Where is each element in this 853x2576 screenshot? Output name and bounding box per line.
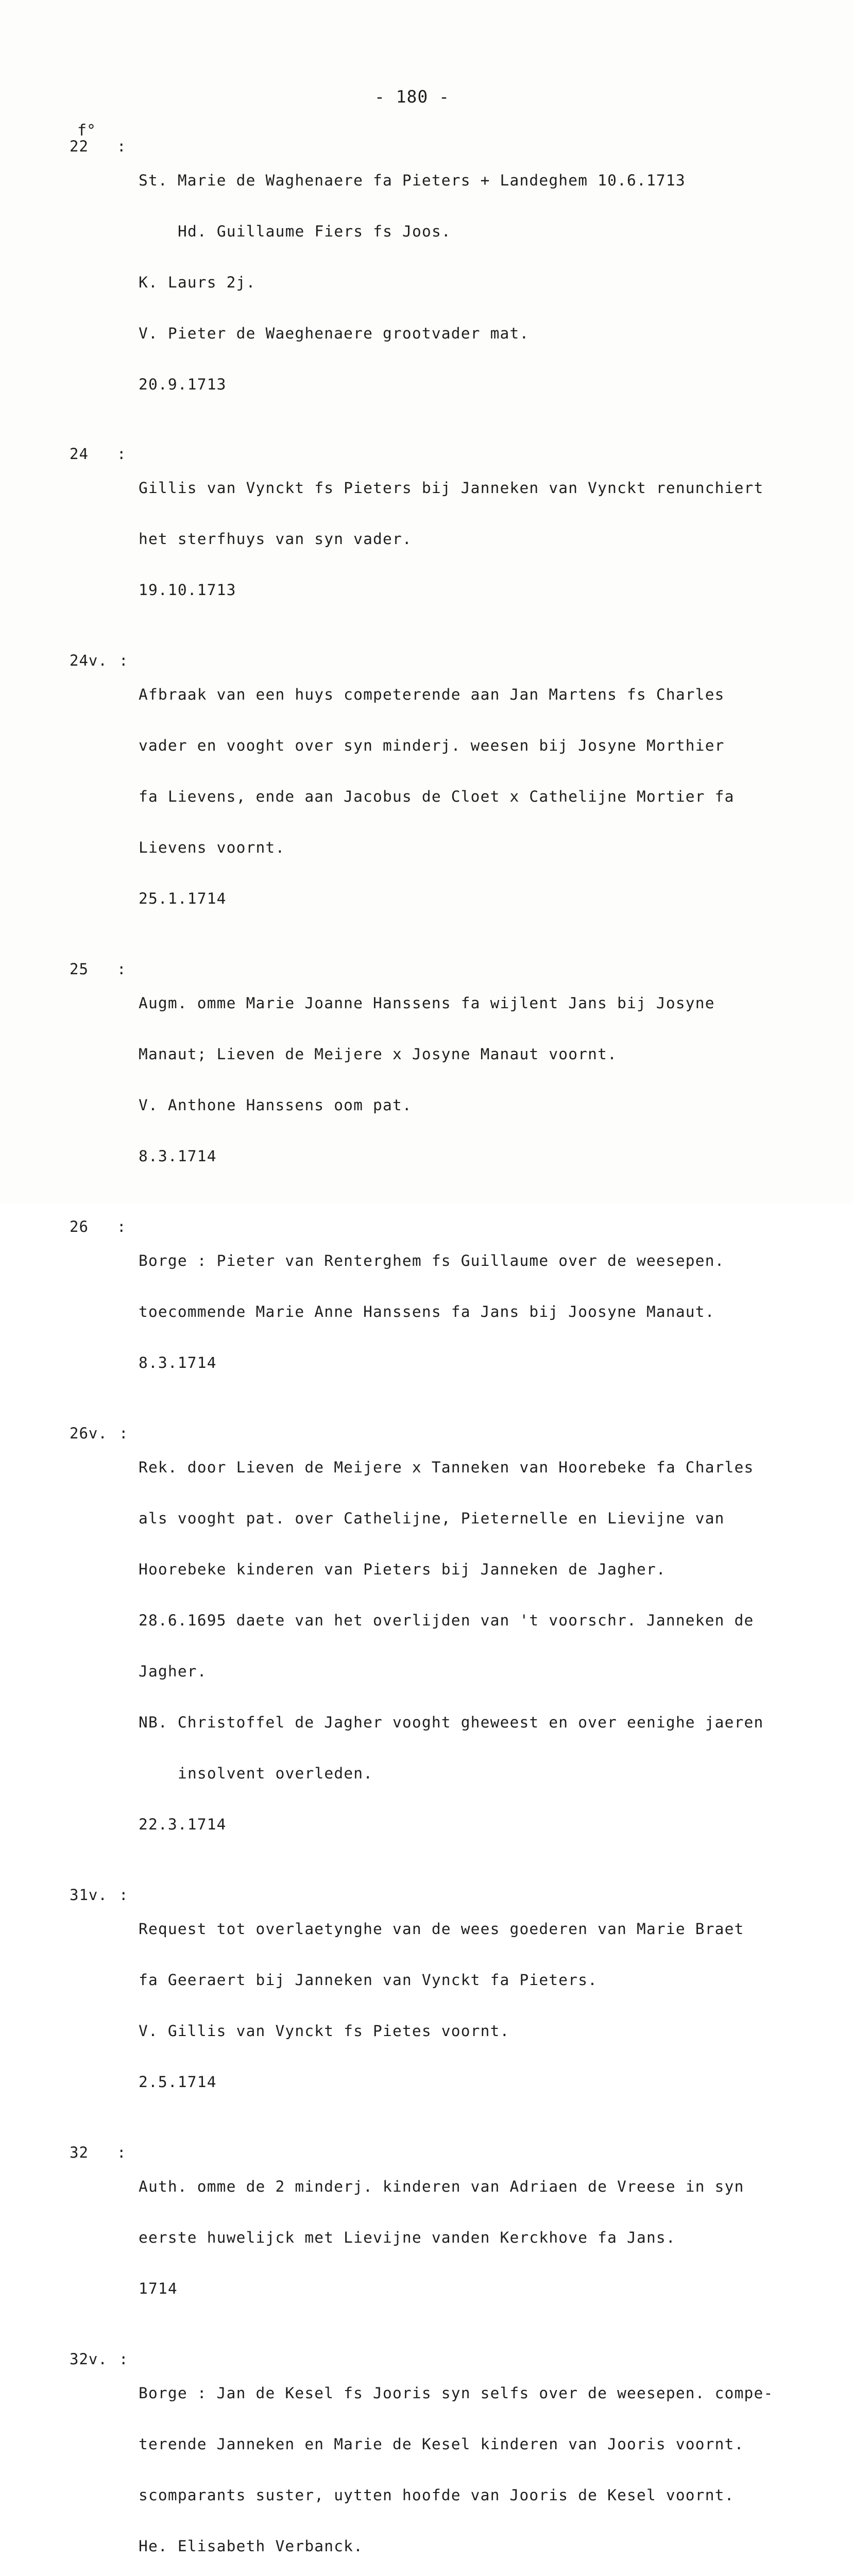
- entry-line: Borge : Jan de Kesel fs Jooris syn selfs over de weesepen. compe-: [139, 2384, 774, 2402]
- entry-line: Manaut; Lieven de Meijere x Josyne Manaut voornt.: [139, 1045, 618, 1063]
- entry-folio: 32: [70, 2144, 89, 2161]
- entry-line: Augm. omme Marie Joanne Hanssens fa wijlent Jans bij Josyne: [139, 994, 715, 1012]
- entry-line: 2.5.1714: [139, 2073, 217, 2091]
- entry-line: Jagher.: [139, 1663, 207, 1680]
- entry-folio-26: [70, 1218, 832, 1405]
- entry-folio-24: [70, 446, 832, 633]
- entry-line: K. Laurs 2j.: [139, 274, 256, 291]
- entry-line: fa Geeraert bij Janneken van Vynckt fa Pieters.: [139, 1971, 598, 1989]
- entry-text: [139, 2144, 832, 2331]
- folio-column-heading: f°: [77, 122, 96, 140]
- entry-folio-24v: [70, 652, 832, 941]
- entry-line: insolvent overleden.: [178, 1765, 373, 1782]
- entry-line: eerste huwelijck met Lievijne vanden Kerckhove fa Jans.: [139, 2229, 676, 2246]
- entry-line: terende Janneken en Marie de Kesel kinderen van Jooris voornt.: [139, 2435, 744, 2453]
- entry-line: Auth. omme de 2 minderj. kinderen van Adriaen de Vreese in syn: [139, 2178, 744, 2195]
- entry-folio: 24: [70, 445, 89, 463]
- entry-line: Rek. door Lieven de Meijere x Tanneken van Hoorebeke fa Charles: [139, 1459, 754, 1476]
- entry-line: 28.6.1695 daete van het overlijden van 't voorschr. Janneken de: [139, 1612, 754, 1629]
- entry-separator: :: [117, 960, 126, 978]
- entry-text: [139, 1425, 832, 1867]
- page-number: - 180 -: [374, 87, 450, 107]
- entry-line: V. Pieter de Waeghenaere grootvader mat.: [139, 325, 530, 342]
- entry-line: 1714: [139, 2280, 178, 2297]
- entry-line: 20.9.1713: [139, 376, 227, 393]
- entry-folio-32v: [70, 2351, 832, 2576]
- entry-line: Request tot overlaetynghe van de wees goederen van Marie Braet: [139, 1920, 744, 1938]
- entry-separator: :: [119, 652, 128, 669]
- entry-folio-25: [70, 961, 832, 1199]
- entry-folio: 26: [70, 1218, 89, 1235]
- entry-line: het sterfhuys van syn vader.: [139, 530, 412, 548]
- entry-separator: :: [119, 1425, 128, 1442]
- entry-line: 8.3.1714: [139, 1147, 217, 1165]
- entry-line: Gillis van Vynckt fs Pieters bij Janneken van Vynckt renunchiert: [139, 479, 764, 497]
- entry-line: 25.1.1714: [139, 890, 227, 907]
- entry-folio: 31v.: [70, 1886, 108, 1904]
- entry-line: fa Lievens, ende aan Jacobus de Cloet x Cathelijne Mortier fa: [139, 788, 735, 805]
- entry-line: 19.10.1713: [139, 581, 236, 599]
- entry-separator: :: [117, 445, 126, 463]
- entry-folio: 25: [70, 960, 89, 978]
- entry-separator: :: [117, 138, 126, 155]
- entry-line: 8.3.1714: [139, 1354, 217, 1371]
- entry-text: [139, 652, 832, 941]
- entry-line: 22.3.1714: [139, 1816, 227, 1833]
- entry-folio-26v: [70, 1425, 832, 1867]
- entry-text: [139, 446, 832, 633]
- entry-folio: 26v.: [70, 1425, 108, 1442]
- entry-list: [70, 138, 832, 2576]
- entry-line: Lievens voornt.: [139, 839, 285, 856]
- entry-line: als vooght pat. over Cathelijne, Pieternelle en Lievijne van: [139, 1510, 725, 1527]
- entry-line: Hoorebeke kinderen van Pieters bij Janneken de Jagher.: [139, 1561, 666, 1578]
- entry-line: He. Elisabeth Verbanck.: [139, 2537, 364, 2555]
- entry-text: [139, 1218, 832, 1405]
- entry-line: V. Anthone Hanssens oom pat.: [139, 1096, 412, 1114]
- entry-folio-22: [70, 138, 832, 427]
- entry-text: [139, 1887, 832, 2125]
- entry-separator: :: [117, 2144, 126, 2161]
- entry-folio-32: [70, 2144, 832, 2331]
- entry-line: Borge : Pieter van Renterghem fs Guillaume over de weesepen.: [139, 1252, 725, 1269]
- entry-line: scomparants suster, uytten hoofde van Jooris de Kesel voornt.: [139, 2486, 735, 2504]
- entry-folio: 32v.: [70, 2350, 108, 2368]
- entry-separator: :: [119, 2350, 128, 2368]
- entry-separator: :: [117, 1218, 126, 1235]
- entry-separator: :: [119, 1886, 128, 1904]
- entry-line: NB. Christoffel de Jagher vooght gheweest en over eenighe jaeren: [139, 1714, 764, 1731]
- entry-text: [139, 961, 832, 1199]
- entry-line: St. Marie de Waghenaere fa Pieters + Landeghem 10.6.1713: [139, 172, 686, 189]
- entry-line: toecommende Marie Anne Hanssens fa Jans bij Joosyne Manaut.: [139, 1303, 715, 1320]
- entry-text: [139, 2351, 832, 2576]
- entry-line: Hd. Guillaume Fiers fs Joos.: [178, 223, 451, 240]
- entry-folio: 22: [70, 138, 89, 155]
- entry-folio-31v: [70, 1887, 832, 2125]
- entry-line: V. Gillis van Vynckt fs Pietes voornt.: [139, 2022, 510, 2040]
- entry-line: Afbraak van een huys competerende aan Jan Martens fs Charles: [139, 686, 725, 703]
- entry-line: vader en vooght over syn minderj. weesen bij Josyne Morthier: [139, 737, 725, 754]
- entry-folio: 24v.: [70, 652, 108, 669]
- entry-text: [139, 138, 832, 427]
